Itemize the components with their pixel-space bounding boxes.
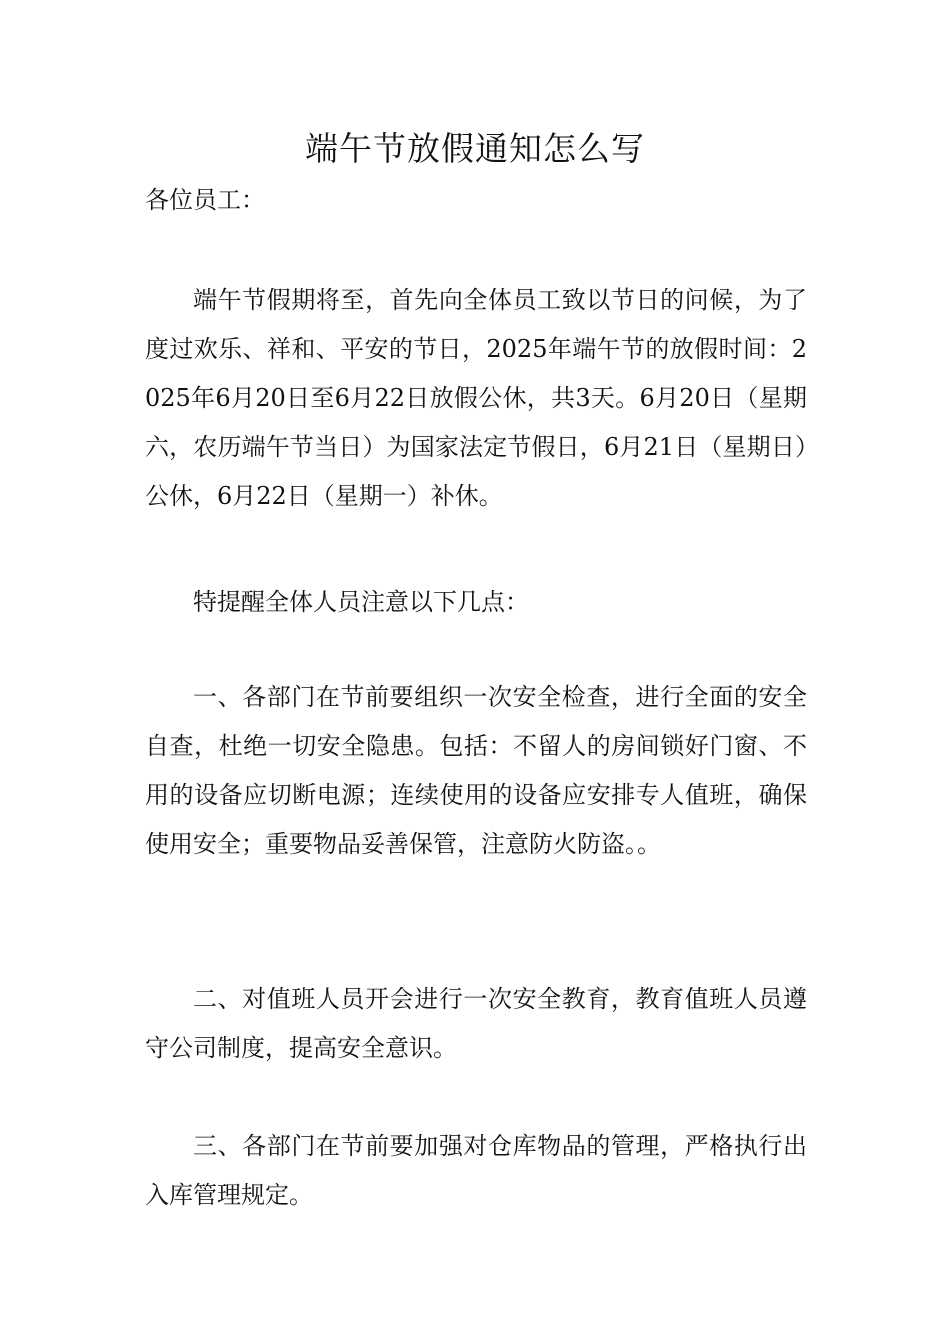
paragraph-warehouse-management: 三、各部门在节前要加强对仓库物品的管理，严格执行出入库管理规定。 — [145, 1132, 807, 1209]
paragraph-holiday-schedule: 端午节假期将至，首先向全体员工致以节日的问候，为了度过欢乐、祥和、平安的节日，2025年端午节的放假时间：2025年6月20日至6月22日放假公休，共3天。6月20日（星期六，农历端午节当日）为国家法定节假日，6月21日（星期日）公休，6月22日（星期一）补休。 — [145, 286, 807, 510]
paragraph-reminder-intro: 特提醒全体人员注意以下几点： — [193, 588, 529, 616]
document-title: 端午节放假通知怎么写 — [305, 129, 645, 168]
paragraph-duty-staff-education: 二、对值班人员开会进行一次安全教育，教育值班人员遵守公司制度，提高安全意识。 — [145, 985, 807, 1062]
paragraph-safety-inspection: 一、各部门在节前要组织一次安全检查，进行全面的安全自查，杜绝一切安全隐患。包括：不留人的房间锁好门窗、不用的设备应切断电源；连续使用的设备应安排专人值班，确保使用安全；重要物品妥善保管，注意防火防盗。。 — [145, 683, 807, 858]
salutation: 各位员工： — [145, 186, 265, 214]
